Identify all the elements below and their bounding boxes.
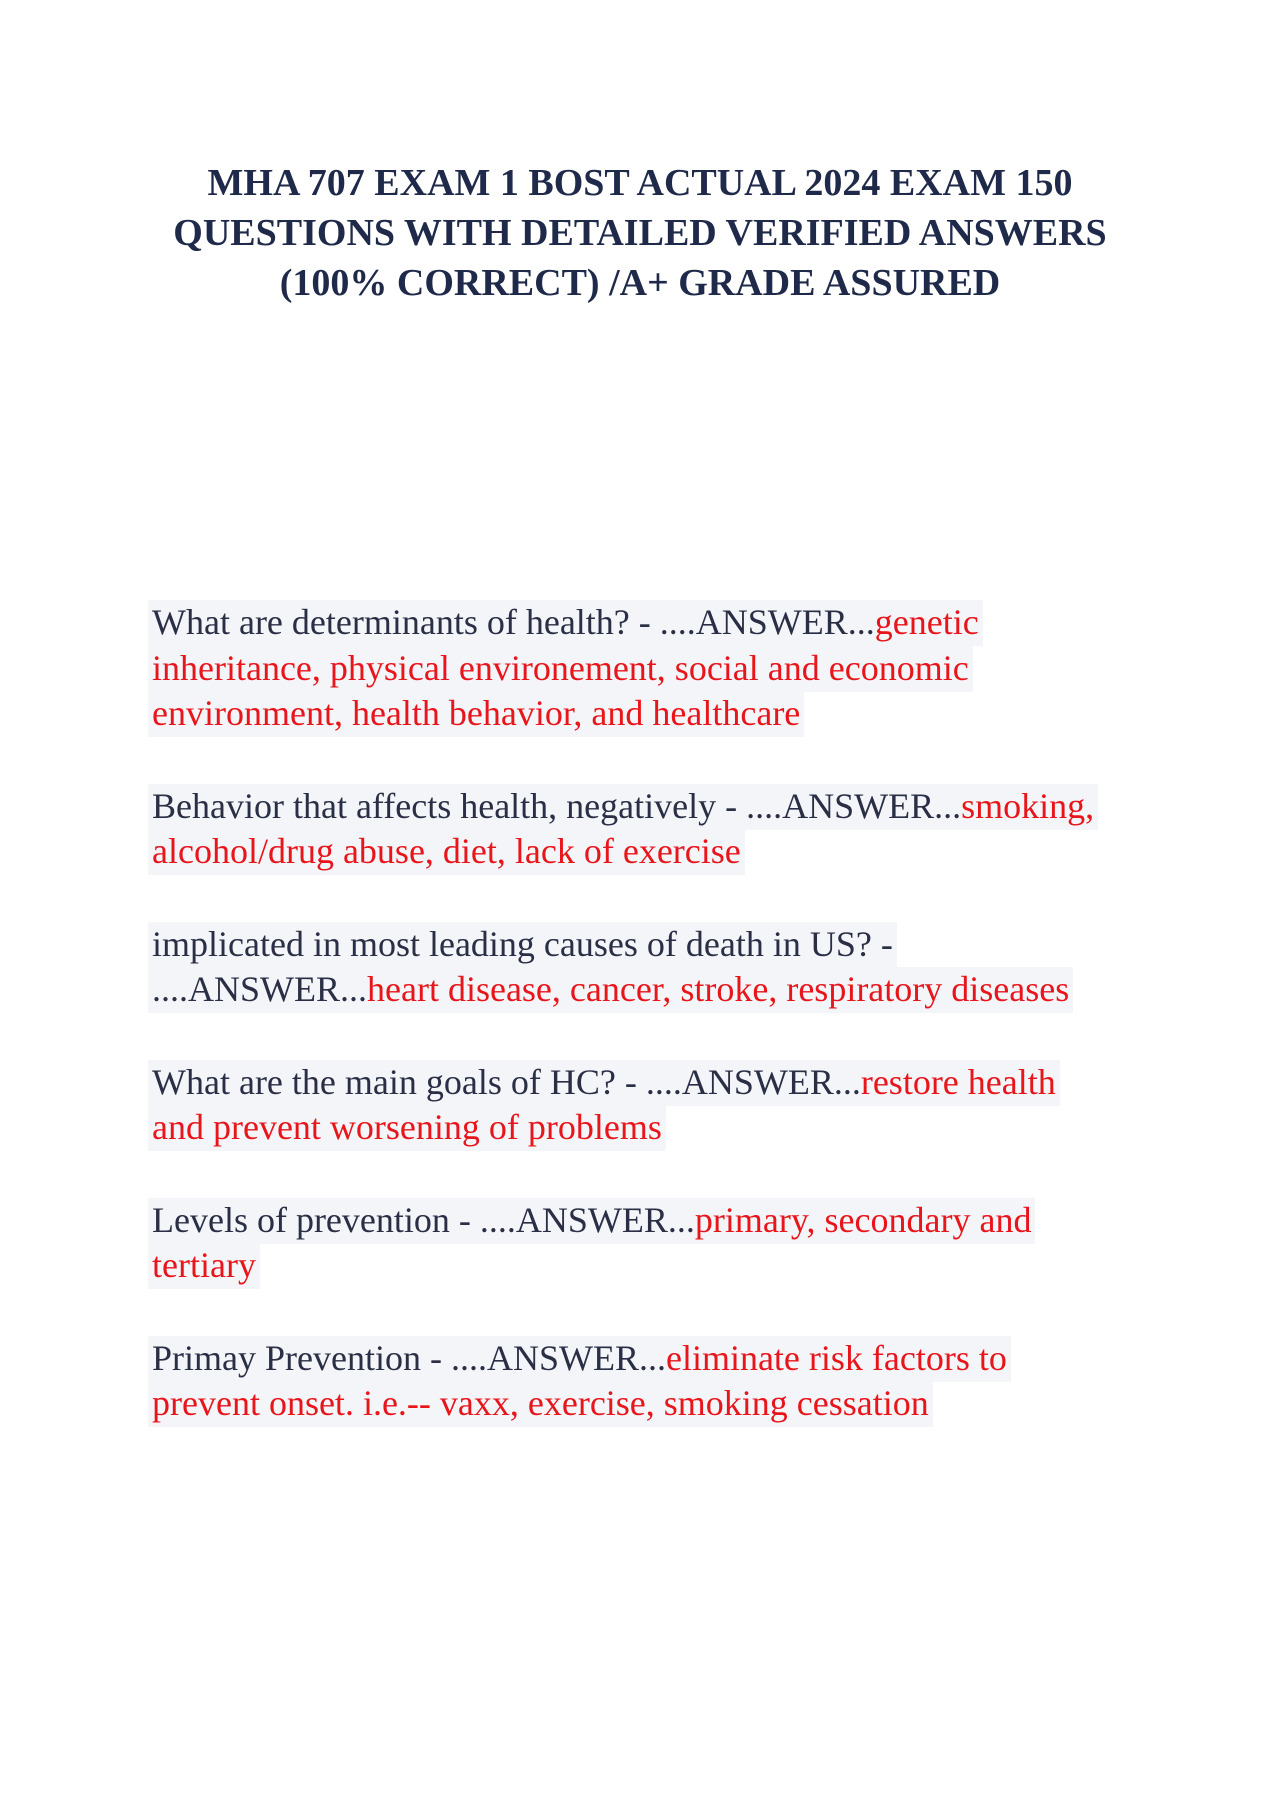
answer-marker: - ....ANSWER... bbox=[716, 785, 962, 826]
answer-marker: - ....ANSWER... bbox=[615, 1061, 861, 1102]
answer-text: restore health and prevent worsening of problems bbox=[152, 1061, 1056, 1147]
answer-marker: - ....ANSWER... bbox=[152, 923, 893, 1009]
answer-text: eliminate risk factors to prevent onset. i.e.-- vaxx, exercise, smoking cessation bbox=[152, 1337, 1007, 1423]
answer-marker: - ....ANSWER... bbox=[420, 1337, 666, 1378]
question-text: Primay Prevention bbox=[152, 1337, 421, 1378]
answer-marker: - ....ANSWER... bbox=[629, 602, 875, 642]
answer-text: smoking, alcohol/drug abuse, diet, lack of exercise bbox=[152, 785, 1095, 871]
question-text: implicated in most leading causes of death in US? bbox=[152, 923, 872, 964]
qa-highlight bbox=[148, 922, 1073, 1014]
qa-highlight bbox=[148, 1336, 1011, 1428]
qa-highlight bbox=[148, 1060, 1060, 1152]
question-text: Levels of prevention bbox=[152, 1199, 450, 1240]
answer-text: genetic inheritance, physical environement, social and economic environment, health behavior, and healthcare bbox=[152, 602, 979, 733]
qa-item-3 bbox=[152, 922, 1112, 1013]
qa-item-1 bbox=[152, 600, 1112, 737]
question-text: What are determinants of health? bbox=[152, 602, 630, 642]
question-text: Behavior that affects health, negatively bbox=[152, 785, 717, 826]
qa-item-4 bbox=[152, 1060, 1112, 1151]
qa-highlight bbox=[148, 784, 1098, 876]
answer-marker: - ....ANSWER... bbox=[449, 1199, 695, 1240]
document-title: MHA 707 EXAM 1 BOST ACTUAL 2024 EXAM 150 QUESTIONS WITH DETAILED VERIFIED ANSWERS (100% CORRECT) /A+ GRADE ASSURED bbox=[173, 162, 1107, 304]
question-text: What are the main goals of HC? bbox=[152, 1061, 616, 1102]
qa-highlight bbox=[148, 600, 983, 737]
qa-item-5 bbox=[152, 1198, 1112, 1289]
qa-list bbox=[152, 600, 1112, 1474]
qa-highlight bbox=[148, 1198, 1035, 1290]
answer-text: primary, secondary and tertiary bbox=[152, 1199, 1032, 1285]
qa-item-6 bbox=[152, 1336, 1112, 1427]
qa-item-2 bbox=[152, 784, 1112, 875]
answer-text: heart disease, cancer, stroke, respiratory diseases bbox=[367, 969, 1070, 1009]
